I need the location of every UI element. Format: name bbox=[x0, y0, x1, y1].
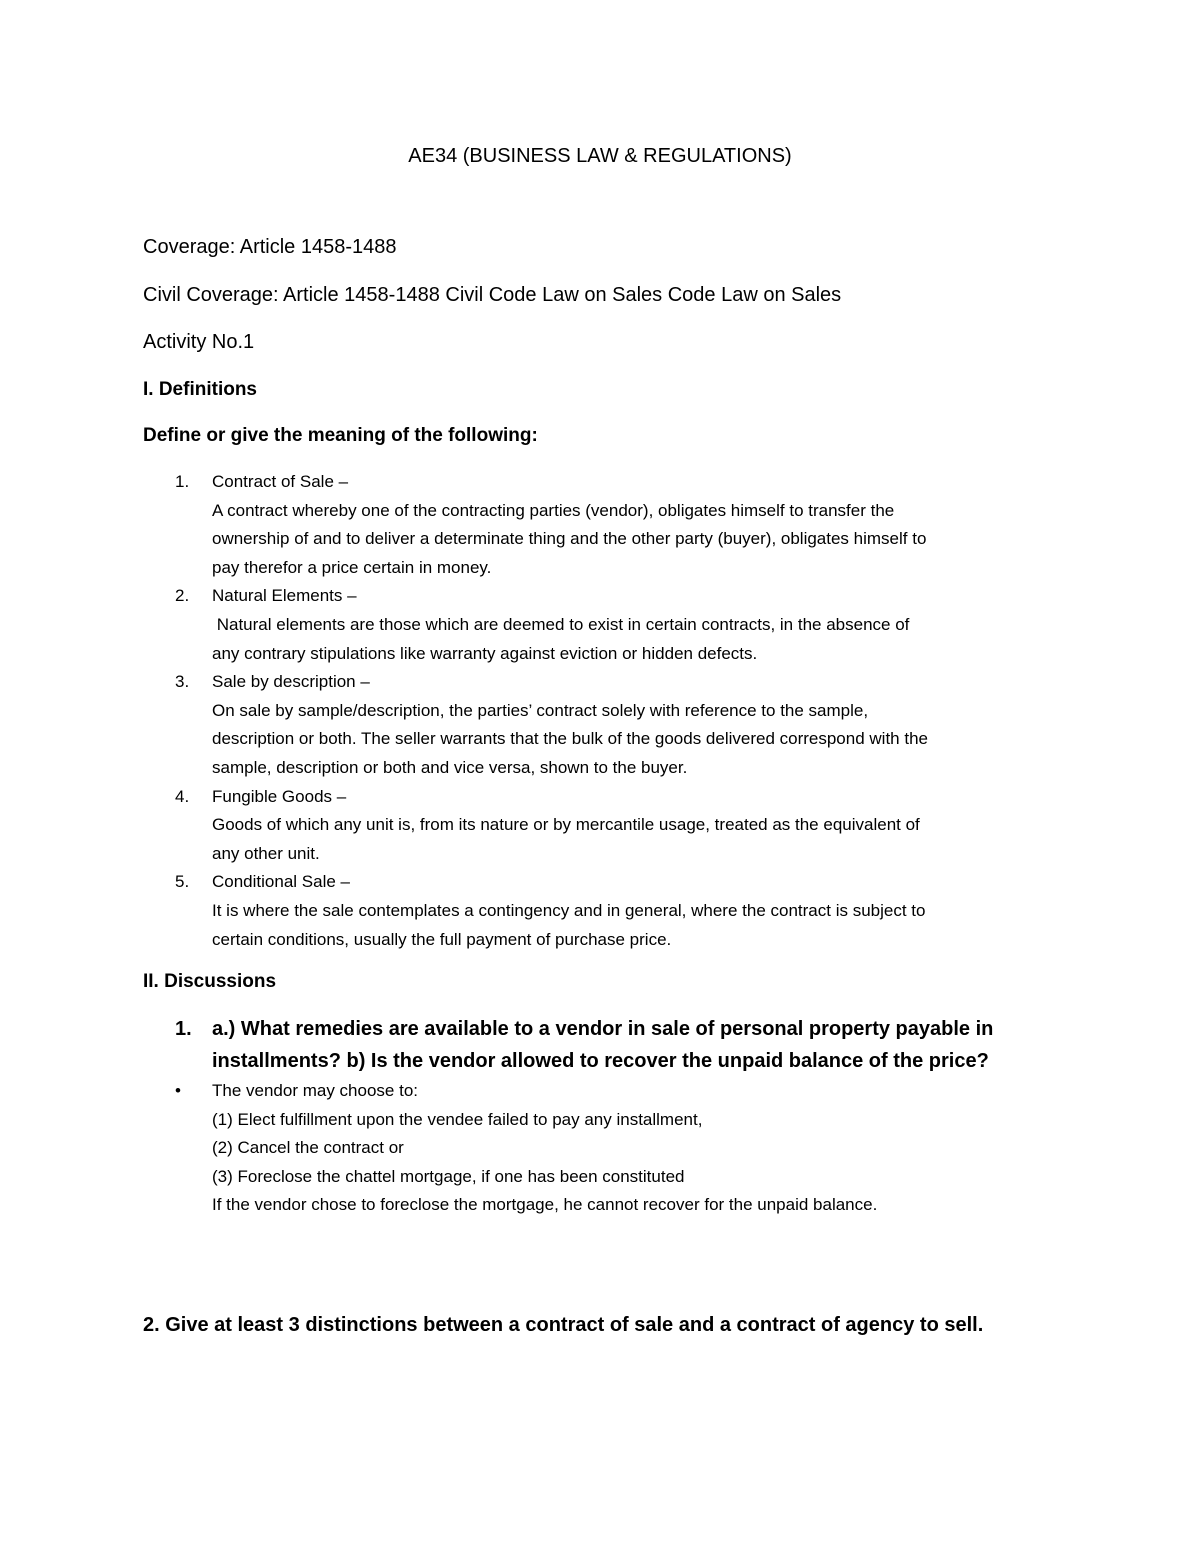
coverage-line: Coverage: Article 1458-1488 bbox=[143, 236, 397, 258]
definition-number: 3. bbox=[175, 672, 190, 692]
definition-number: 4. bbox=[175, 786, 190, 806]
answer-text-line: (1) Elect fulfillment upon the vendee failed to pay any installment, bbox=[212, 1109, 703, 1129]
question-text-line: installments? b) Is the vendor allowed to recover the unpaid balance of the price? bbox=[212, 1050, 989, 1072]
bullet-icon: • bbox=[175, 1081, 181, 1100]
answer-text-line: If the vendor chose to foreclose the mortgage, he cannot recover for the unpaid balance. bbox=[212, 1195, 878, 1215]
definition-text-line: any contrary stipulations like warranty against eviction or hidden defects. bbox=[212, 643, 758, 663]
definition-item bbox=[175, 668, 1075, 782]
answer-text-line: (2) Cancel the contract or bbox=[212, 1138, 404, 1158]
definition-text-line: It is where the sale contemplates a contingency and in general, where the contract is subject to bbox=[212, 900, 926, 920]
definition-text-line: pay therefor a price certain in money. bbox=[212, 557, 492, 577]
answer-text-line: The vendor may choose to: bbox=[212, 1081, 419, 1100]
definition-number: 1. bbox=[175, 472, 190, 491]
definition-term: Fungible Goods – bbox=[212, 786, 347, 806]
definition-text-line: any other unit. bbox=[212, 843, 320, 863]
definition-item bbox=[175, 868, 1075, 954]
definition-item bbox=[175, 582, 1075, 668]
discussion-question-2: 2. Give at least 3 distinctions between a contract of sale and a contract of agency to sell. bbox=[143, 1314, 984, 1336]
definition-term: Natural Elements – bbox=[212, 586, 357, 606]
definitions-list bbox=[175, 468, 1075, 954]
definition-text-line: certain conditions, usually the full payment of purchase price. bbox=[212, 929, 672, 949]
definition-text-line: A contract whereby one of the contracting parties (vendor), obligates himself to transfer the bbox=[212, 500, 895, 520]
answer-1-list bbox=[175, 1077, 1075, 1220]
section-heading-discussions: II. Discussions bbox=[143, 971, 277, 992]
definition-item bbox=[175, 468, 1075, 582]
section-heading-definitions: I. Definitions bbox=[143, 379, 257, 400]
definitions-instruction: Define or give the meaning of the following: bbox=[143, 425, 538, 446]
definition-item bbox=[175, 783, 1075, 869]
activity-number: Activity No.1 bbox=[143, 331, 255, 353]
document-title: AE34 (BUSINESS LAW & REGULATIONS) bbox=[408, 145, 792, 167]
definition-text-line: On sale by sample/description, the parties’ contract solely with reference to the sample, bbox=[212, 700, 869, 720]
definition-text-line: Natural elements are those which are deemed to exist in certain contracts, in the absence of bbox=[212, 614, 910, 634]
definition-text-line: Goods of which any unit is, from its nature or by mercantile usage, treated as the equivalent of bbox=[212, 815, 920, 835]
definition-term: Sale by description – bbox=[212, 672, 370, 692]
answer-text-line: (3) Foreclose the chattel mortgage, if one has been constituted bbox=[212, 1166, 685, 1186]
civil-coverage-line: Civil Coverage: Article 1458-1488 Civil Code Law on Sales Code Law on Sales bbox=[143, 284, 842, 306]
definition-text-line: ownership of and to deliver a determinate thing and the other party (buyer), obligates himself to bbox=[212, 529, 927, 549]
question-number: 1. bbox=[175, 1018, 192, 1040]
question-text-line: a.) What remedies are available to a vendor in sale of personal property payable in bbox=[212, 1018, 994, 1040]
definition-text-line: sample, description or both and vice versa, shown to the buyer. bbox=[212, 757, 688, 777]
definition-term: Contract of Sale – bbox=[212, 472, 349, 491]
definition-term: Conditional Sale – bbox=[212, 872, 350, 892]
discussion-question-1 bbox=[175, 1013, 1075, 1077]
definition-text-line: description or both. The seller warrants that the bulk of the goods delivered correspond with the bbox=[212, 729, 928, 749]
definition-number: 5. bbox=[175, 872, 190, 892]
definition-number: 2. bbox=[175, 586, 190, 606]
